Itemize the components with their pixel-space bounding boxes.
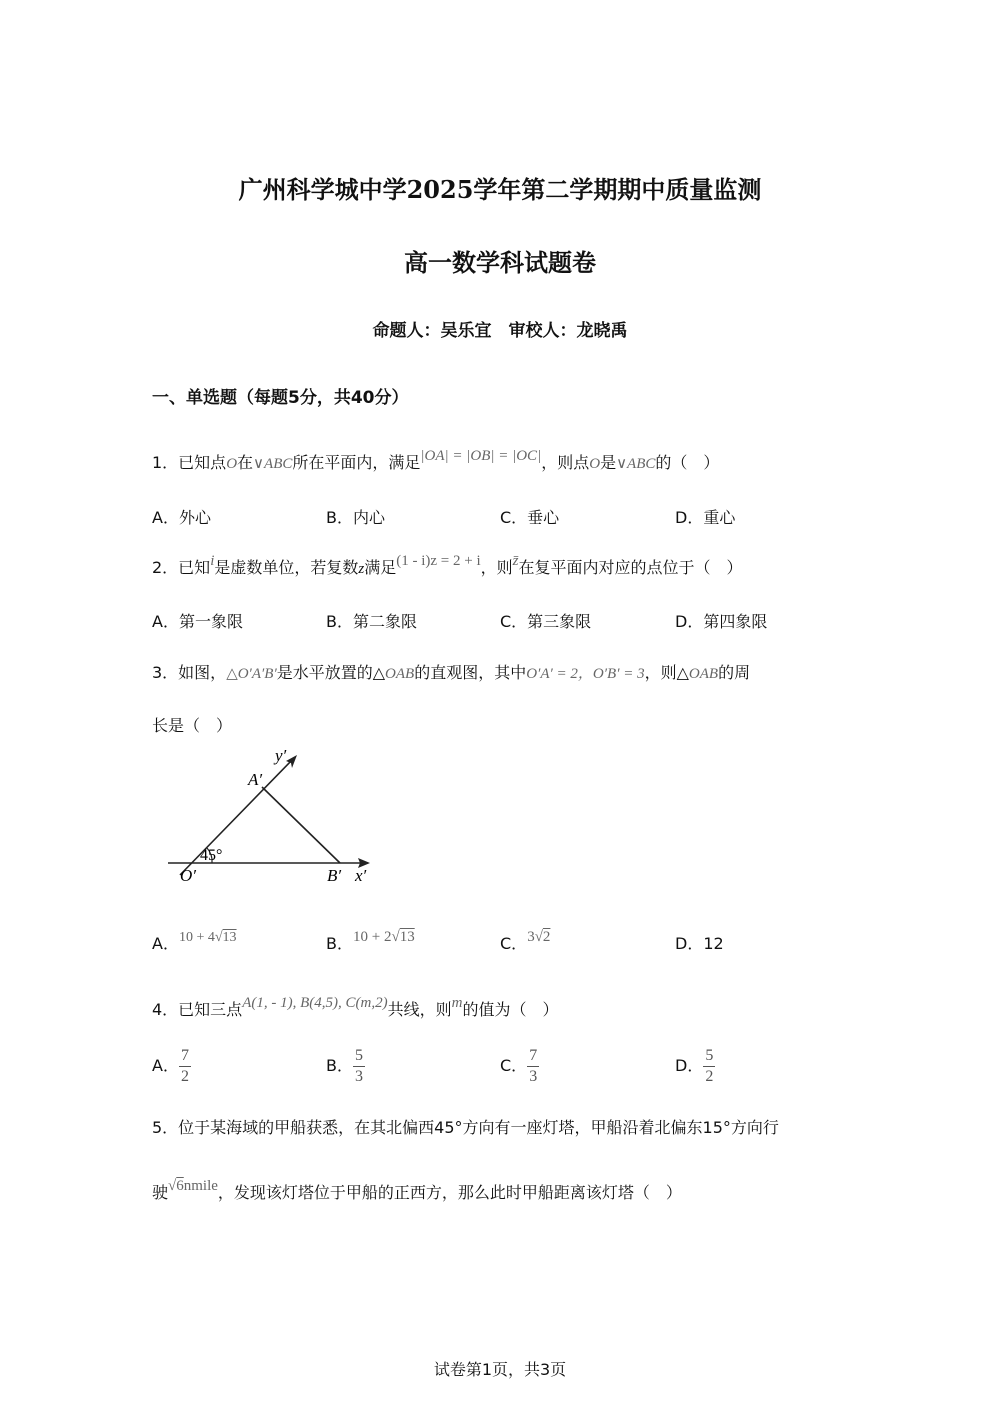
option-radicand: 13: [222, 930, 237, 945]
option-value: 12: [703, 934, 724, 953]
option-letter: A．: [152, 934, 179, 953]
q3-option-a[interactable]: A．10 + 4√13: [152, 930, 237, 953]
q4-text: 共线，则: [387, 1000, 452, 1019]
point-b-label: B′: [327, 866, 342, 885]
q2-text: 2．已知: [152, 558, 211, 577]
q3-text: 是水平放置的△: [276, 663, 386, 682]
q4-text: 的值为（ ）: [462, 1000, 559, 1019]
option-value: 3: [527, 929, 535, 945]
question-1: [152, 450, 719, 473]
q2-math-equation: (1 - i)z = 2 + i: [396, 553, 481, 569]
q1-math-condition: |OA| = |OB| = |OC|: [420, 448, 542, 464]
q5-line2: 驶√6nmile，发现该灯塔位于甲船的正西方，那么此时甲船距离该灯塔（ ）: [152, 1178, 682, 1202]
q1-math-triangle: ∨ABC: [616, 456, 656, 472]
numerator: 5: [353, 1046, 365, 1067]
section-heading: 一、单选题（每题5分，共40分）: [152, 388, 409, 408]
option-value: 10 + 4: [178, 930, 215, 945]
q3-option-d[interactable]: [675, 931, 724, 954]
q4-math-points: A(1, - 1), B(4,5), C(m,2): [242, 995, 388, 1011]
q4-option-d[interactable]: [675, 1046, 715, 1087]
origin-label: O′: [180, 866, 196, 885]
q5-text: 驶: [152, 1183, 169, 1202]
q2-option-a[interactable]: A．第一象限: [152, 612, 243, 631]
q1-math-o: O: [226, 456, 238, 472]
question-2: [152, 555, 743, 578]
q1-math-triangle: ∨ABC: [253, 456, 293, 472]
option-letter: B．: [326, 934, 353, 953]
q1-option-c[interactable]: C．垂心: [500, 508, 560, 527]
angle-label: 45°: [200, 847, 223, 864]
q4-text: 4．已知三点: [152, 1000, 243, 1019]
q1-text: 在: [237, 453, 254, 472]
q1-option-d[interactable]: D．重心: [675, 508, 736, 527]
x-axis-label: x′: [355, 866, 367, 885]
option-letter: C．: [500, 1056, 528, 1075]
q4-option-b[interactable]: [326, 1046, 365, 1087]
option-radicand: 2: [542, 929, 551, 945]
triangle-side-ab: [262, 787, 340, 863]
y-axis-label: y′: [275, 746, 287, 765]
authors-line: 命题人：吴乐宜 审校人：龙晓禹: [372, 321, 628, 341]
question-4: [152, 997, 558, 1020]
numerator: 5: [703, 1046, 715, 1067]
q1-text: 的（ ）: [655, 453, 720, 472]
q3-text: 的周: [718, 663, 751, 682]
option-letter: C．: [500, 934, 528, 953]
q5-unit: nmile: [183, 1178, 218, 1194]
q2-option-b[interactable]: B．第二象限: [326, 612, 417, 631]
y-axis-arrow: [286, 755, 297, 768]
q4-option-a[interactable]: [152, 1046, 191, 1087]
q3-text: 的直观图，其中: [414, 663, 527, 682]
q1-text: 1．已知点: [152, 453, 227, 472]
q2-text: 满足: [364, 558, 397, 577]
fraction: [353, 1046, 365, 1087]
denominator: 2: [705, 1068, 714, 1085]
option-radicand: 13: [399, 929, 415, 945]
denominator: 2: [180, 1068, 189, 1085]
q3-text: 3．如图，: [152, 663, 227, 682]
q2-math-z: z: [358, 561, 365, 577]
fraction: [703, 1046, 715, 1087]
numerator: 7: [527, 1046, 539, 1067]
q2-text: 在复平面内对应的点位于（ ）: [518, 558, 743, 577]
y-axis-line: [180, 759, 293, 875]
q1-text: 所在平面内，满足: [292, 453, 421, 472]
q2-text: 是虚数单位，若复数: [214, 558, 359, 577]
q2-text: ，则: [480, 558, 513, 577]
option-letter: D．: [675, 1056, 704, 1075]
q4-math-m: m: [451, 995, 463, 1011]
question-5: 5．位于某海域的甲船获悉，在其北偏西45°方向有一座灯塔，甲船沿着北偏东15°方向行: [152, 1118, 779, 1137]
q3-text: ，则△: [644, 663, 689, 682]
page-footer: 试卷第1页，共3页: [433, 1360, 567, 1379]
option-letter: D．: [675, 934, 704, 953]
q3-option-c[interactable]: C．3√2: [500, 929, 551, 953]
q3-math-triangle: △O′A′B′: [226, 666, 277, 682]
q3-math-lengths: O′A′ = 2，O′B′ = 3: [526, 666, 645, 682]
q3-math-oab: OAB: [385, 666, 415, 682]
q5-text: ，发现该灯塔位于甲船的正西方，那么此时甲船距离该灯塔（ ）: [217, 1183, 682, 1202]
q1-text: ，则点: [541, 453, 590, 472]
q3-figure: [160, 745, 380, 890]
q3-math-oab: OAB: [688, 666, 719, 682]
q2-option-d[interactable]: D．第四象限: [675, 612, 768, 631]
q5-radicand: 6: [176, 1178, 184, 1194]
option-letter: A．: [152, 1056, 179, 1075]
denominator: 3: [529, 1068, 538, 1085]
exam-subtitle: 高一数学科试题卷: [404, 248, 596, 277]
q1-math-o: O: [589, 456, 601, 472]
exam-title: 广州科学城中学2025学年第二学期期中质量监测: [238, 175, 762, 204]
numerator: 7: [179, 1046, 191, 1067]
option-letter: B．: [326, 1056, 353, 1075]
q2-math-zbar: z̄: [512, 553, 519, 569]
q1-option-a[interactable]: A．外心: [152, 508, 211, 527]
q4-option-c[interactable]: [500, 1046, 539, 1087]
denominator: 3: [354, 1068, 363, 1085]
fraction: [179, 1046, 191, 1087]
q1-text: 是: [600, 453, 617, 472]
fraction: [527, 1046, 539, 1087]
q1-option-b[interactable]: B．内心: [326, 508, 385, 527]
q2-math-i: i: [210, 553, 215, 569]
point-a-label: A′: [248, 770, 263, 789]
q3-line2: 长是（ ）: [152, 716, 233, 735]
q3-option-b[interactable]: B．10 + 2√13: [326, 929, 415, 953]
question-3: [152, 660, 750, 683]
q2-option-c[interactable]: C．第三象限: [500, 612, 592, 631]
option-value: 10 + 2: [352, 929, 392, 945]
